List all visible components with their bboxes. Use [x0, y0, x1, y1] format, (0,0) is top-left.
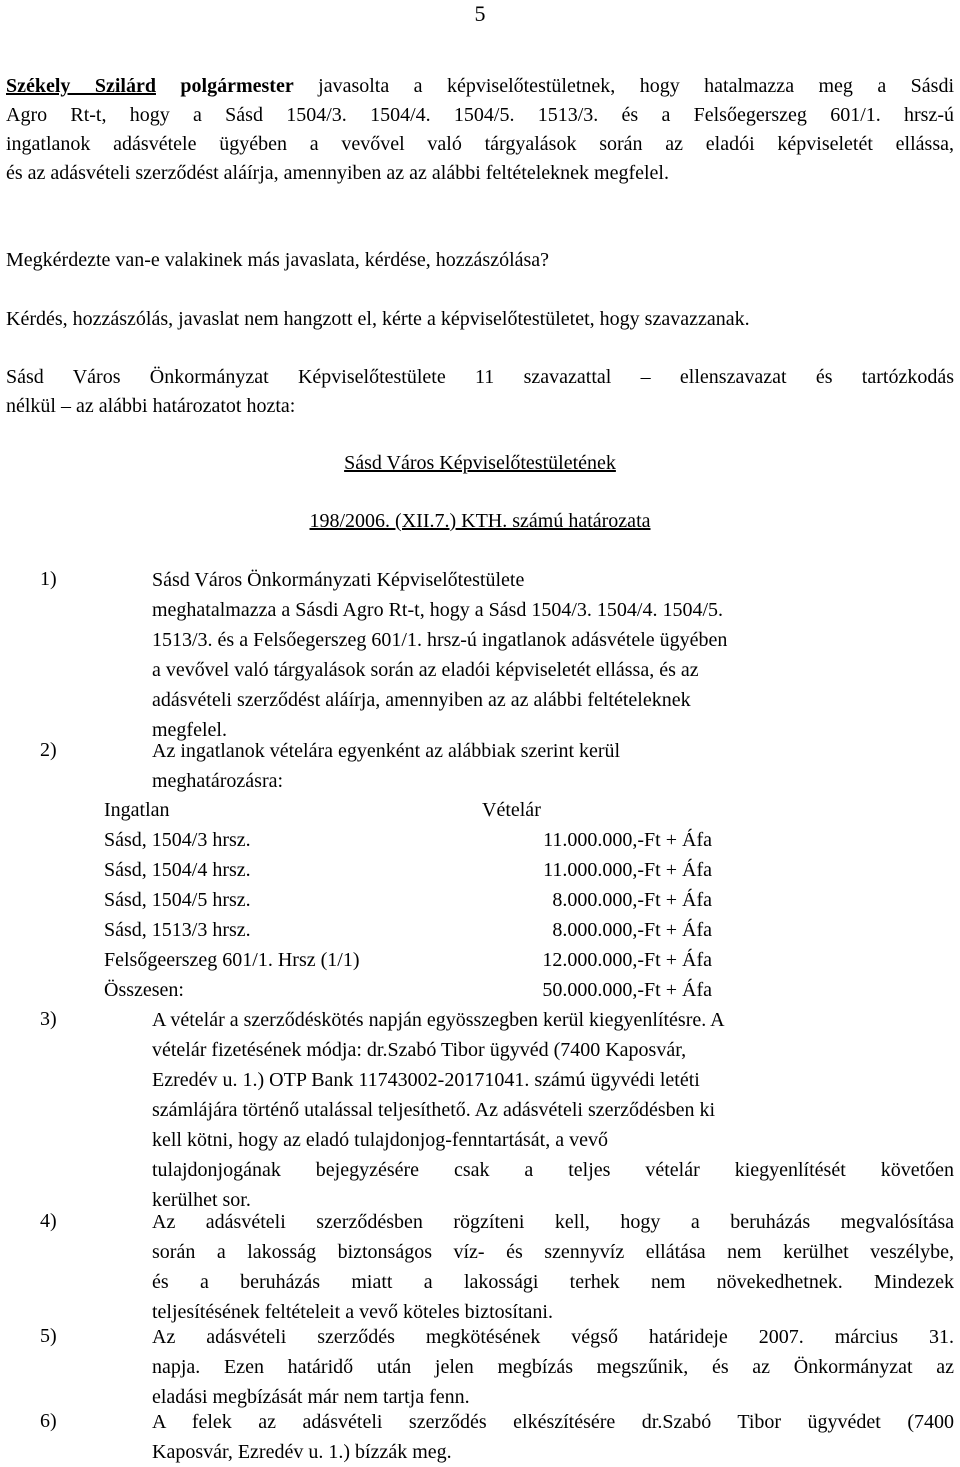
item-line: a vevővel való tárgyalások során az eladói képviseletét ellássa, és az [152, 659, 699, 681]
item-line: Az adásvételi szerződésben rögzíteni kell, hogy a beruházás megvalósítása [152, 1211, 954, 1233]
item-4 [152, 1207, 954, 1327]
property-cell: Sásd, 1504/5 hrsz. [104, 889, 251, 911]
resolution-number-text: 198/2006. (XII.7.) KTH. számú határozata [309, 510, 651, 532]
item-line: kerülhet sor. [152, 1189, 251, 1211]
item-line: meghatalmazza a Sásdi Agro Rt-t, hogy a Sásd 1504/3. 1504/4. 1504/5. [152, 599, 724, 621]
item-line: A felek az adásvételi szerződés elkészítésére dr.Szabó Tibor ügyvédet (7400 [152, 1411, 954, 1433]
item-2-number: 2) [40, 739, 57, 761]
item-line: tulajdonjogának bejegyzésére csak a teljes vételár kiegyenlítését követően [152, 1159, 954, 1181]
table-row [104, 915, 712, 945]
item-line: számlájára történő utalással teljesíthető. Az adásvételi szerződésben ki [152, 1099, 716, 1121]
resolution-number [0, 507, 960, 536]
price-cell: 11.000.000,-Ft + Áfa [543, 859, 712, 881]
price-cell: 8.000.000,-Ft + Áfa [552, 889, 712, 911]
item-line: kell kötni, hogy az eladó tulajdonjog-fenntartását, a vevő [152, 1129, 608, 1151]
table-row [104, 825, 712, 855]
item-5 [152, 1322, 954, 1412]
page-number: 5 [474, 1, 486, 26]
intro-line-4: és az adásvételi szerződést aláírja, amennyiben az az alábbi feltételeknek megfelel. [6, 162, 669, 184]
item-4-number: 4) [40, 1210, 57, 1232]
table-row [104, 885, 712, 915]
table-header-row [104, 795, 712, 825]
table-row [104, 855, 712, 885]
table-total-row [104, 975, 712, 1005]
vote-line-1: Sásd Város Önkormányzat Képviselőtestülete 11 szavazattal – ellenszavazat és tartózkodás [6, 366, 954, 388]
intro-line-1 [6, 72, 954, 101]
item-3-number: 3) [40, 1008, 57, 1030]
item-5-number: 5) [40, 1325, 57, 1347]
speaker-name: Székely Szilárd [6, 75, 156, 97]
property-cell: Felsőgeerszeg 601/1. Hrsz (1/1) [104, 949, 360, 971]
item-6 [152, 1407, 954, 1467]
header-vetelar: Vételár [482, 799, 541, 821]
item-line: 1513/3. és a Felsőegerszeg 601/1. hrsz-ú ingatlanok adásvétele ügyében [152, 629, 728, 651]
speaker-role: polgármester [180, 75, 294, 97]
price-cell: 11.000.000,-Ft + Áfa [543, 829, 712, 851]
intro-line-1-text: javasolta a képviselőtestületnek, hogy hatalmazza meg a Sásdi [318, 75, 955, 97]
item-line: vételár fizetésének módja: dr.Szabó Tibor ügyvéd (7400 Kaposvár, [152, 1039, 687, 1061]
item-line: eladási megbízását már nem tartja fenn. [152, 1386, 470, 1408]
property-cell: Sásd, 1504/3 hrsz. [104, 829, 251, 851]
item-1-number: 1) [40, 568, 57, 590]
item-line: teljesítésének feltételeit a vevő köteles biztosítani. [152, 1301, 553, 1323]
item-line: adásvételi szerződést aláírja, amennyiben az az alábbi feltételeknek [152, 689, 691, 711]
no-question-line: Kérdés, hozzászólás, javaslat nem hangzott el, kérte a képviselőtestületet, hogy szavazzanak. [6, 308, 750, 330]
property-cell: Sásd, 1513/3 hrsz. [104, 919, 251, 941]
header-ingatlan: Ingatlan [104, 799, 170, 821]
question-line: Megkérdezte van-e valakinek más javaslata, kérdése, hozzászólása? [6, 249, 550, 271]
total-label-cell: Összesen: [104, 979, 184, 1001]
item-line: Sásd Város Önkormányzati Képviselőtestülete [152, 569, 525, 591]
item-line: megfelel. [152, 719, 227, 741]
item-1 [152, 565, 954, 745]
vote-paragraph [6, 363, 954, 421]
item-line: Ezredév u. 1.) OTP Bank 11743002-20171041. számú ügyvédi letéti [152, 1069, 700, 1091]
resolution-body [0, 449, 960, 478]
item-line: során a lakosság biztonságos víz- és szennyvíz ellátása nem kerülhet veszélybe, [152, 1241, 954, 1263]
price-table [104, 795, 712, 1005]
item-line: A vételár a szerződéskötés napján egyösszegben kerül kiegyenlítésre. A [152, 1009, 725, 1031]
vote-line-2: nélkül – az alábbi határozatot hozta: [6, 395, 296, 417]
item-line: Kaposvár, Ezredév u. 1.) bízzák meg. [152, 1441, 452, 1463]
table-row [104, 945, 712, 975]
item-line: meghatározásra: [152, 770, 284, 792]
item-line: és a beruházás miatt a lakossági terhek nem növekedhetnek. Mindezek [152, 1271, 954, 1293]
item-line: napja. Ezen határidő után jelen megbízás megszűnik, és az Önkormányzat az [152, 1356, 954, 1378]
price-cell: 12.000.000,-Ft + Áfa [542, 949, 712, 971]
resolution-body-text: Sásd Város Képviselőtestületének [344, 452, 616, 474]
property-cell: Sásd, 1504/4 hrsz. [104, 859, 251, 881]
item-line: Az ingatlanok vételára egyenként az alábbiak szerint kerül [152, 740, 621, 762]
item-2 [152, 736, 954, 796]
item-6-number: 6) [40, 1410, 57, 1432]
price-cell: 8.000.000,-Ft + Áfa [552, 919, 712, 941]
item-3 [152, 1005, 954, 1215]
total-price-cell: 50.000.000,-Ft + Áfa [542, 979, 712, 1001]
intro-paragraph [6, 72, 954, 188]
intro-line-2: Agro Rt-t, hogy a Sásd 1504/3. 1504/4. 1504/5. 1513/3. és a Felsőegerszeg 601/1. hrsz-ú [6, 104, 954, 126]
intro-line-3: ingatlanok adásvétele ügyében a vevővel való tárgyalások során az eladói képviseletét ellássa, [6, 133, 954, 155]
item-line: Az adásvételi szerződés megkötésének végső határideje 2007. március 31. [152, 1326, 954, 1348]
